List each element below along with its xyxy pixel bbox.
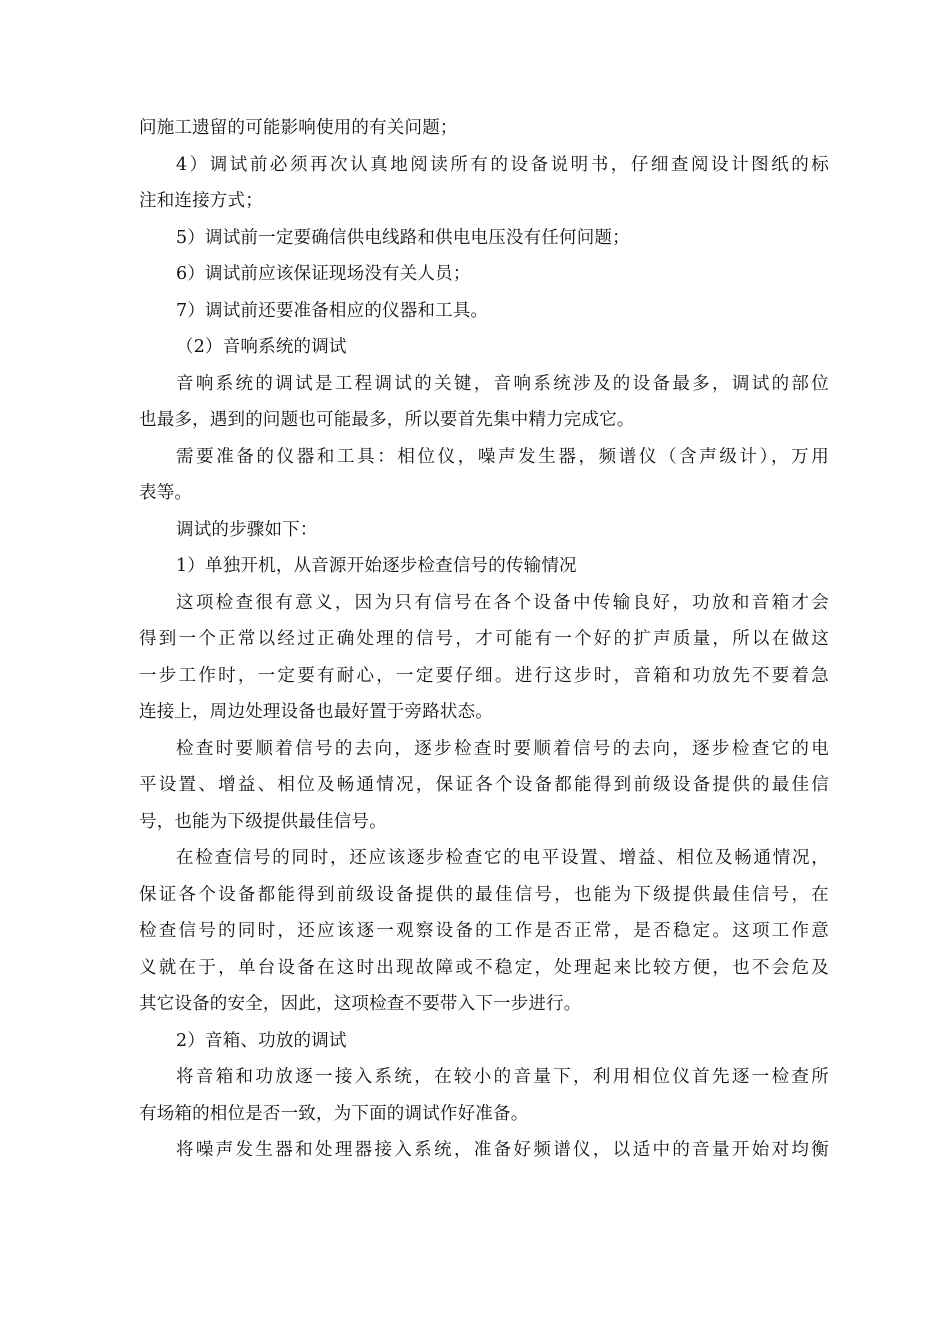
text-line: 也最多，遇到的问题也可能最多，所以要首先集中精力完成它。 [139,410,635,430]
text-line: 有场箱的相位是否一致，为下面的调试作好准备。 [139,1103,529,1124]
text-line: 连接上，周边处理设备也最好置于旁路状态。 [139,702,493,722]
text-line: 这项检查很有意义，因为只有信号在各个设备中传输良好，功放和音箱才会 [176,592,829,613]
text-line: 注和连接方式； [139,191,263,211]
text-line: 检查时要顺着信号的去向，逐步检查时要顺着信号的去向，逐步检查它的电 [176,738,829,759]
text-line: 7）调试前还要准备相应的仪器和工具。 [176,300,489,321]
text-line: 问施工遗留的可能影响使用的有关问题； [139,118,458,138]
text-line: 其它设备的安全，因此，这项检查不要带入下一步进行。 [139,994,582,1014]
text-line: 义就在于，单台设备在这时出现故障或不稳定，处理起来比较方便，也不会危及 [139,957,829,978]
text-line: 4）调试前必须再次认真地阅读所有的设备说明书，仔细查阅设计图纸的标 [176,154,829,175]
text-line: 一步工作时，一定要有耐心，一定要仔细。进行这步时，音箱和功放先不要着急 [139,665,829,686]
text-line: 6）调试前应该保证现场没有关人员； [176,264,471,284]
text-line: 音响系统的调试是工程调试的关键，音响系统涉及的设备最多，调试的部位 [176,373,829,394]
text-line: 调试的步骤如下： [176,519,318,540]
text-line: 表等。 [139,483,193,503]
text-line: 号，也能为下级提供最佳信号。 [139,811,387,832]
text-line: 检查信号的同时，还应该逐一观察设备的工作是否正常，是否稳定。这项工作意 [139,921,829,941]
document-body [139,110,829,1169]
text-line: 需要准备的仪器和工具：相位仪，噪声发生器，频谱仪（含声级计），万用 [176,446,829,467]
text-line: 5）调试前一定要确信供电线路和供电电压没有任何问题； [176,227,630,248]
subsection-heading: 2）音箱、功放的调试 [176,1030,347,1051]
subsection-heading: 1）单独开机，从音源开始逐步检查信号的传输情况 [176,556,577,576]
section-heading: （2）音响系统的调试 [176,337,347,357]
text-line: 将音箱和功放逐一接入系统，在较小的音量下，利用相位仪首先逐一检查所 [176,1067,829,1087]
text-line: 平设置、增益、相位及畅通情况，保证各个设备都能得到前级设备提供的最佳信 [139,775,829,795]
text-line: 保证各个设备都能得到前级设备提供的最佳信号，也能为下级提供最佳信号，在 [139,884,829,905]
text-line: 在检查信号的同时，还应该逐步检查它的电平设置、增益、相位及畅通情况， [176,848,829,868]
text-line: 得到一个正常以经过正确处理的信号，才可能有一个好的扩声质量，所以在做这 [139,629,829,649]
text-line: 将噪声发生器和处理器接入系统，准备好频谱仪，以适中的音量开始对均衡 [176,1140,829,1160]
